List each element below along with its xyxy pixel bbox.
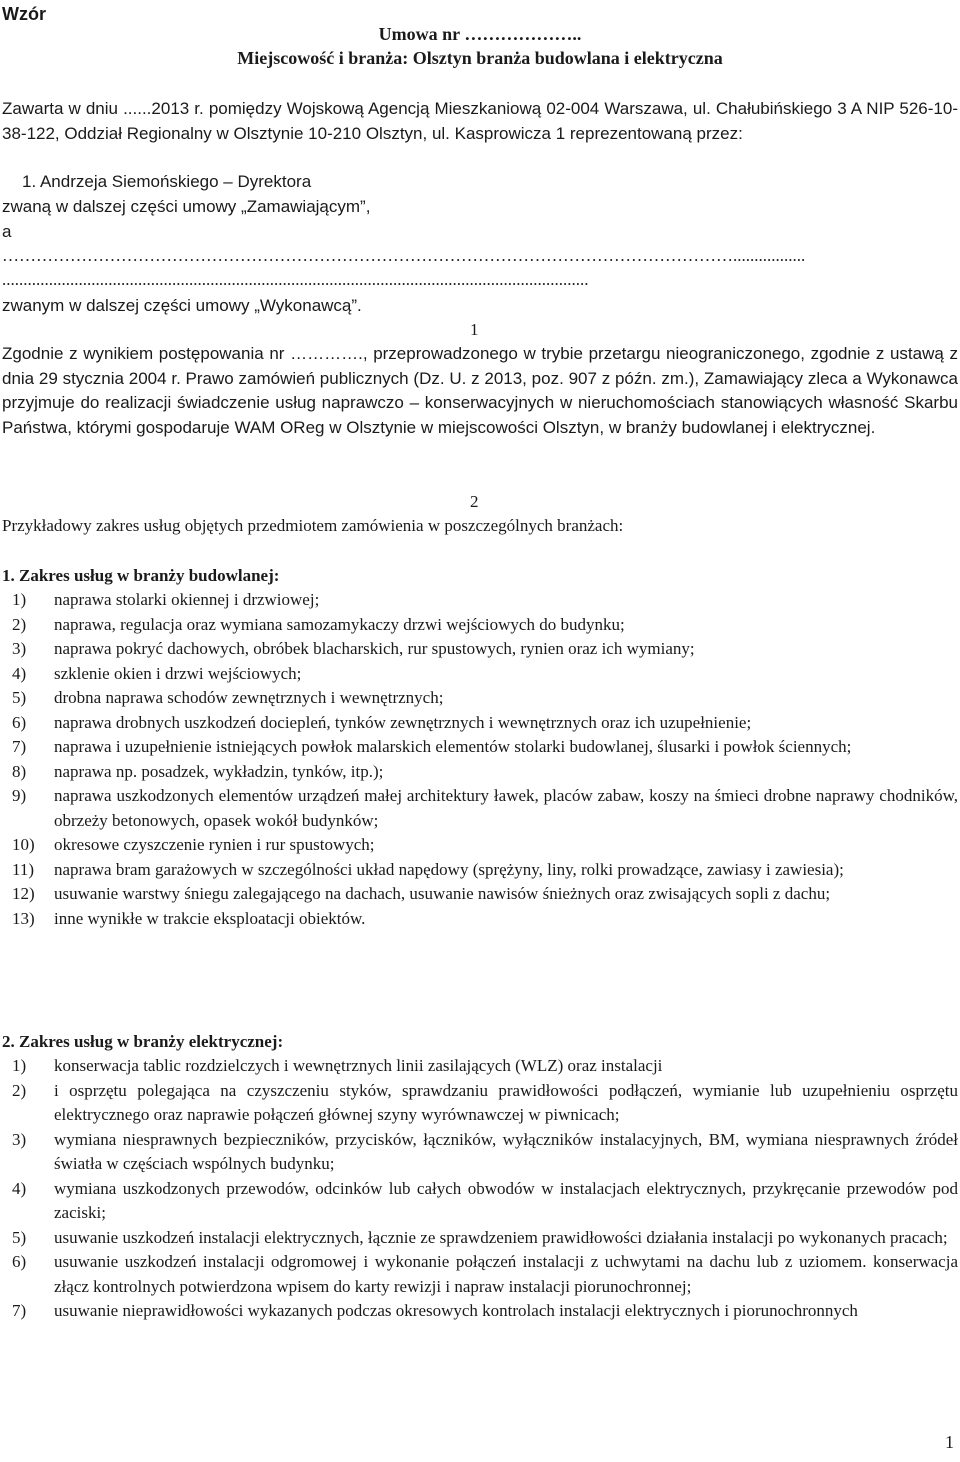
list-item: [2, 1299, 958, 1324]
list-item: [2, 711, 958, 736]
list-item: [2, 613, 958, 638]
list-item: [2, 637, 958, 662]
contractor-dots-line-1: ………………………………………………………………………………………………………………….................: [2, 246, 806, 265]
list-item: [2, 882, 958, 907]
representative-1: 1. Andrzeja Siemońskiego – Dyrektora: [22, 172, 312, 191]
list-item-text: wymiana uszkodzonych przewodów, odcinków lub całych obwodów w instalacjach elektrycznych, przykręcanie przewodów pod zaciski;: [54, 1178, 958, 1222]
list-item-text: usuwanie uszkodzeń instalacji odgromowej i wykonanie połączeń instalacji z uchwytami na dachu lub z uziomem. konserwacja złącz kontrolnych potwierdzona wpisem do karty rewizji i napraw instalacji piorunochronnej;: [54, 1252, 958, 1296]
list-item: [2, 1250, 958, 1299]
list-item: [2, 833, 958, 858]
list-item-text: wymiana niesprawnych bezpieczników, przycisków, łączników, wyłączników instalacyjnych, BM, wymiana niesprawnych źródeł światła w częściach wspólnych budynku;: [54, 1129, 958, 1173]
list-item-number: 5): [12, 688, 27, 707]
list-item: [2, 735, 958, 760]
list-item: [2, 1079, 958, 1128]
conjunction-a: a: [2, 222, 12, 241]
list-item-text: usuwanie nieprawidłowości wykazanych podczas okresowych kontrolach instalacji elektrycznych i piorunochronnych: [54, 1301, 858, 1320]
wzor-label: Wzór: [2, 4, 46, 24]
list-item-number: 13): [12, 908, 35, 928]
list-item-text: naprawa uszkodzonych elementów urządzeń małej architektury ławek, placów zabaw, koszy na śmieci drobne naprawy chodników, obrzeży betonowych, opasek wokół budynków;: [54, 786, 958, 830]
list-item-text: naprawa i uzupełnienie istniejących powłok malarskich elementów stolarki budowlanej, ślusarki i powłok ściennych;: [54, 737, 852, 756]
list-item-number: 1): [12, 1056, 27, 1075]
list-item: [2, 760, 958, 785]
section-1-number: 1: [470, 320, 479, 339]
list-item: [2, 1128, 958, 1177]
list-item-number: 10): [12, 835, 35, 854]
list-item-text: naprawa, regulacja oraz wymiana samozamykaczy drzwi wejściowych do budynku;: [54, 614, 625, 634]
list-item-number: 3): [12, 1129, 27, 1149]
contract-subtitle: Miejscowość i branża: Olsztyn branża budowlana i elektryczna: [237, 48, 723, 68]
list-item: [2, 662, 958, 687]
elektryczna-list: [2, 1054, 958, 1324]
list-item-number: 6): [12, 712, 27, 732]
list-item-number: 7): [12, 1301, 27, 1320]
section-2-intro: Przykładowy zakres usług objętych przedmiotem zamówienia w poszczególnych branżach:: [2, 516, 624, 535]
list-item-number: 2): [12, 614, 27, 634]
list-item-text: usuwanie uszkodzeń instalacji elektrycznych, łącznie ze sprawdzeniem prawidłowości działania instalacji po wykonanych pracach;: [54, 1227, 948, 1247]
list-item-text: usuwanie warstwy śniegu zalegającego na dachach, usuwanie nawisów śnieżnych oraz zwisających sopli z dachu;: [54, 884, 831, 903]
list-item-number: 5): [12, 1227, 27, 1247]
parties-paragraph: Zawarta w dniu ......2013 r. pomiędzy Wojskową Agencją Mieszkaniową 02-004 Warszawa, ul. Chałubińskiego 3 A NIP 526-10-38-122, Oddział Regionalny w Olsztynie 10-210 Olsztyn, ul. Kasprowicza 1 reprezentowaną przez:: [2, 99, 958, 143]
wykonawca-clause: zwanym w dalszej części umowy „Wykonawcą”.: [2, 296, 362, 315]
list-item-text: drobna naprawa schodów zewnętrznych i wewnętrznych;: [54, 688, 444, 707]
list-item-number: 11): [12, 859, 35, 879]
list-item-number: 7): [12, 737, 27, 756]
section-1-text: Zgodnie z wynikiem postępowania nr …………., przeprowadzonego w trybie przetargu nieograniczonego, zgodnie z ustawą z dnia 29 stycznia 2004 r. Prawo zamówień publicznych (Dz. U. z 2013, poz. 907 z późn. zm.), Zamawiający zleca a Wykonawca przyjmuje do realizacji świadczenie usług naprawczo – konserwacyjnych w nieruchomościach stanowiących własność Skarbu Państwa, którymi gospodaruje WAM OReg w Olsztynie w miejscowości Olsztyn, w branży budowlanej i elektrycznej.: [2, 344, 958, 437]
contract-title: Umowa nr ………………..: [378, 24, 582, 44]
list-item-number: 6): [12, 1252, 27, 1271]
list-item-text: inne wynikłe w trakcie eksploatacji obiektów.: [54, 908, 366, 928]
list-item: [2, 858, 958, 883]
list-item-text: naprawa pokryć dachowych, obróbek blacharskich, rur spustowych, rynien oraz ich wymiany;: [54, 639, 695, 658]
list-item-number: 9): [12, 786, 27, 805]
list-item: [2, 784, 958, 833]
list-item-text: naprawa bram garażowych w szczególności układ napędowy (sprężyny, liny, rolki prowadzące, zawiasy i zawiesia);: [54, 859, 844, 879]
list-item-number: 4): [12, 663, 27, 683]
list-item-text: szklenie okien i drzwi wejściowych;: [54, 663, 302, 683]
list-item: [2, 907, 958, 932]
list-item-number: 2): [12, 1080, 27, 1100]
list-item-number: 3): [12, 639, 27, 658]
contractor-dots-line-2: ..........................................................................................................................................: [2, 270, 589, 289]
list-item: [2, 686, 958, 711]
list-item-text: naprawa drobnych uszkodzeń dociepleń, tynków zewnętrznych i wewnętrznych oraz ich uzupełnienie;: [54, 712, 752, 732]
list-item-number: 4): [12, 1178, 27, 1198]
list-item: [2, 1054, 958, 1079]
elektryczna-heading: 2. Zakres usług w branży elektrycznej:: [2, 1032, 284, 1051]
section-2-number: 2: [470, 492, 479, 511]
page-number: 1: [945, 1432, 954, 1452]
list-item-text: naprawa stolarki okiennej i drzwiowej;: [54, 590, 320, 609]
list-item-number: 8): [12, 761, 27, 781]
list-item-text: konserwacja tablic rozdzielczych i wewnętrznych linii zasilających (WLZ) oraz instalacji: [54, 1056, 663, 1075]
zamawiajacy-clause: zwaną w dalszej części umowy „Zamawiającym”,: [2, 197, 371, 216]
list-item-text: okresowe czyszczenie rynien i rur spustowych;: [54, 835, 375, 854]
list-item: [2, 1226, 958, 1251]
list-item: [2, 1177, 958, 1226]
budowlana-list: [2, 588, 958, 931]
budowlana-heading: 1. Zakres usług w branży budowlanej:: [2, 566, 280, 585]
list-item-text: i osprzętu polegająca na czyszczeniu styków, sprawdzaniu prawidłowości podłączeń, wymianie lub uzupełnieniu osprzętu elektrycznego oraz naprawie połączeń głównej szyny wyrównawczej w piwnicach;: [54, 1080, 958, 1124]
list-item-text: naprawa np. posadzek, wykładzin, tynków, itp.);: [54, 761, 384, 781]
list-item: [2, 588, 958, 613]
list-item-number: 12): [12, 884, 35, 903]
list-item-number: 1): [12, 590, 27, 609]
